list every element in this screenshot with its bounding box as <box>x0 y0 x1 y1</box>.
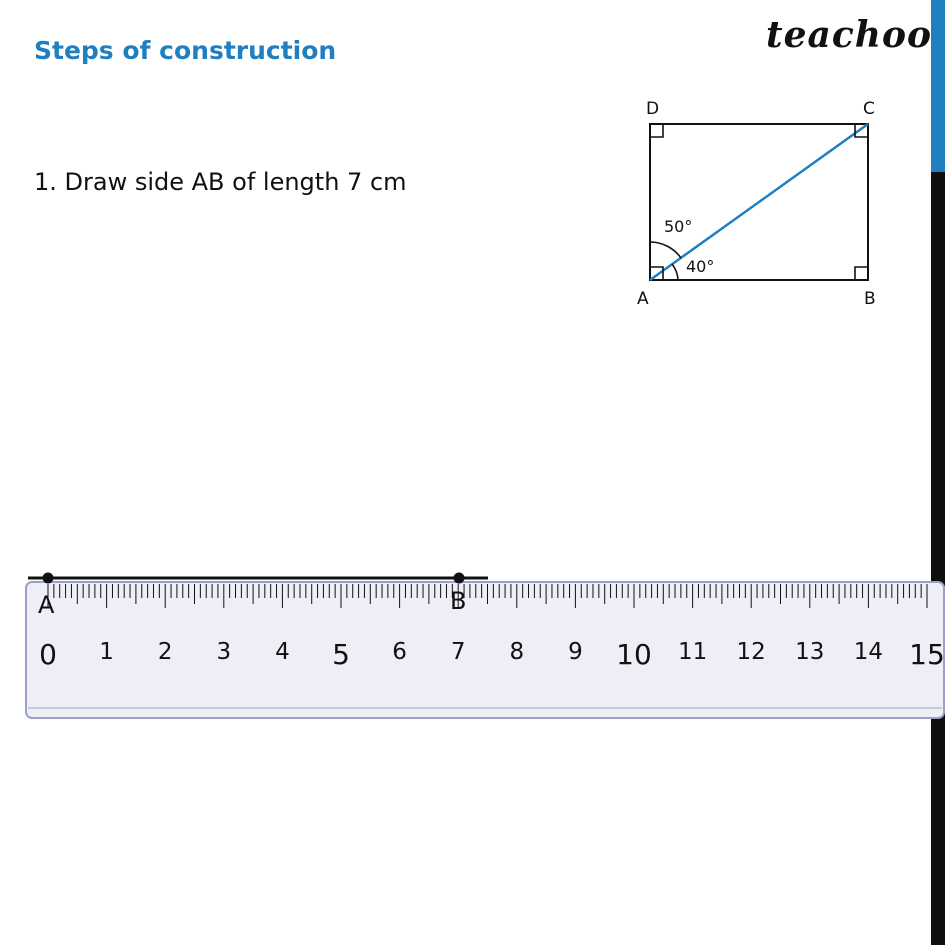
vertex-label-c: C <box>863 99 875 119</box>
vertex-label-d: D <box>646 99 660 119</box>
right-angle-mark-b <box>855 267 868 280</box>
ruler-number-9: 9 <box>568 639 583 665</box>
ruler-number-8: 8 <box>509 639 525 665</box>
angle-label-50: 50° <box>664 217 693 236</box>
ruler-number-10: 10 <box>616 638 652 671</box>
right-angle-mark-d <box>650 124 663 137</box>
point-label-b: B <box>450 587 467 615</box>
ruler-number-12: 12 <box>736 639 766 665</box>
ruler-number-15: 15 <box>909 638 945 671</box>
vertex-label-b: B <box>864 289 876 309</box>
point-label-a: A <box>38 591 55 619</box>
angle-label-40: 40° <box>686 257 715 276</box>
ruler-number-5: 5 <box>332 638 350 671</box>
reference-rectangle-figure <box>637 99 876 309</box>
page-title: Steps of construction <box>34 36 337 65</box>
ruler-number-2: 2 <box>157 639 173 665</box>
ruler-number-0: 0 <box>39 638 57 671</box>
ruler-number-1: 1 <box>99 639 114 665</box>
ruler-number-3: 3 <box>216 639 232 665</box>
ruler-number-7: 7 <box>450 639 466 665</box>
step-1-text: 1. Draw side AB of length 7 cm <box>34 168 407 196</box>
ruler <box>26 582 945 718</box>
diagonal-ac <box>650 124 868 280</box>
ruler-number-13: 13 <box>795 639 825 665</box>
ruler-number-14: 14 <box>853 639 884 665</box>
vertex-label-a: A <box>637 289 649 309</box>
ruler-number-11: 11 <box>677 639 708 665</box>
ruler-number-6: 6 <box>392 639 407 665</box>
teachoo-logo: teachoo <box>766 14 932 56</box>
point-a <box>43 573 54 584</box>
angle-arc-50 <box>650 242 681 258</box>
point-b <box>454 573 465 584</box>
ruler-number-4: 4 <box>275 639 290 665</box>
angle-arc-40 <box>672 264 678 280</box>
